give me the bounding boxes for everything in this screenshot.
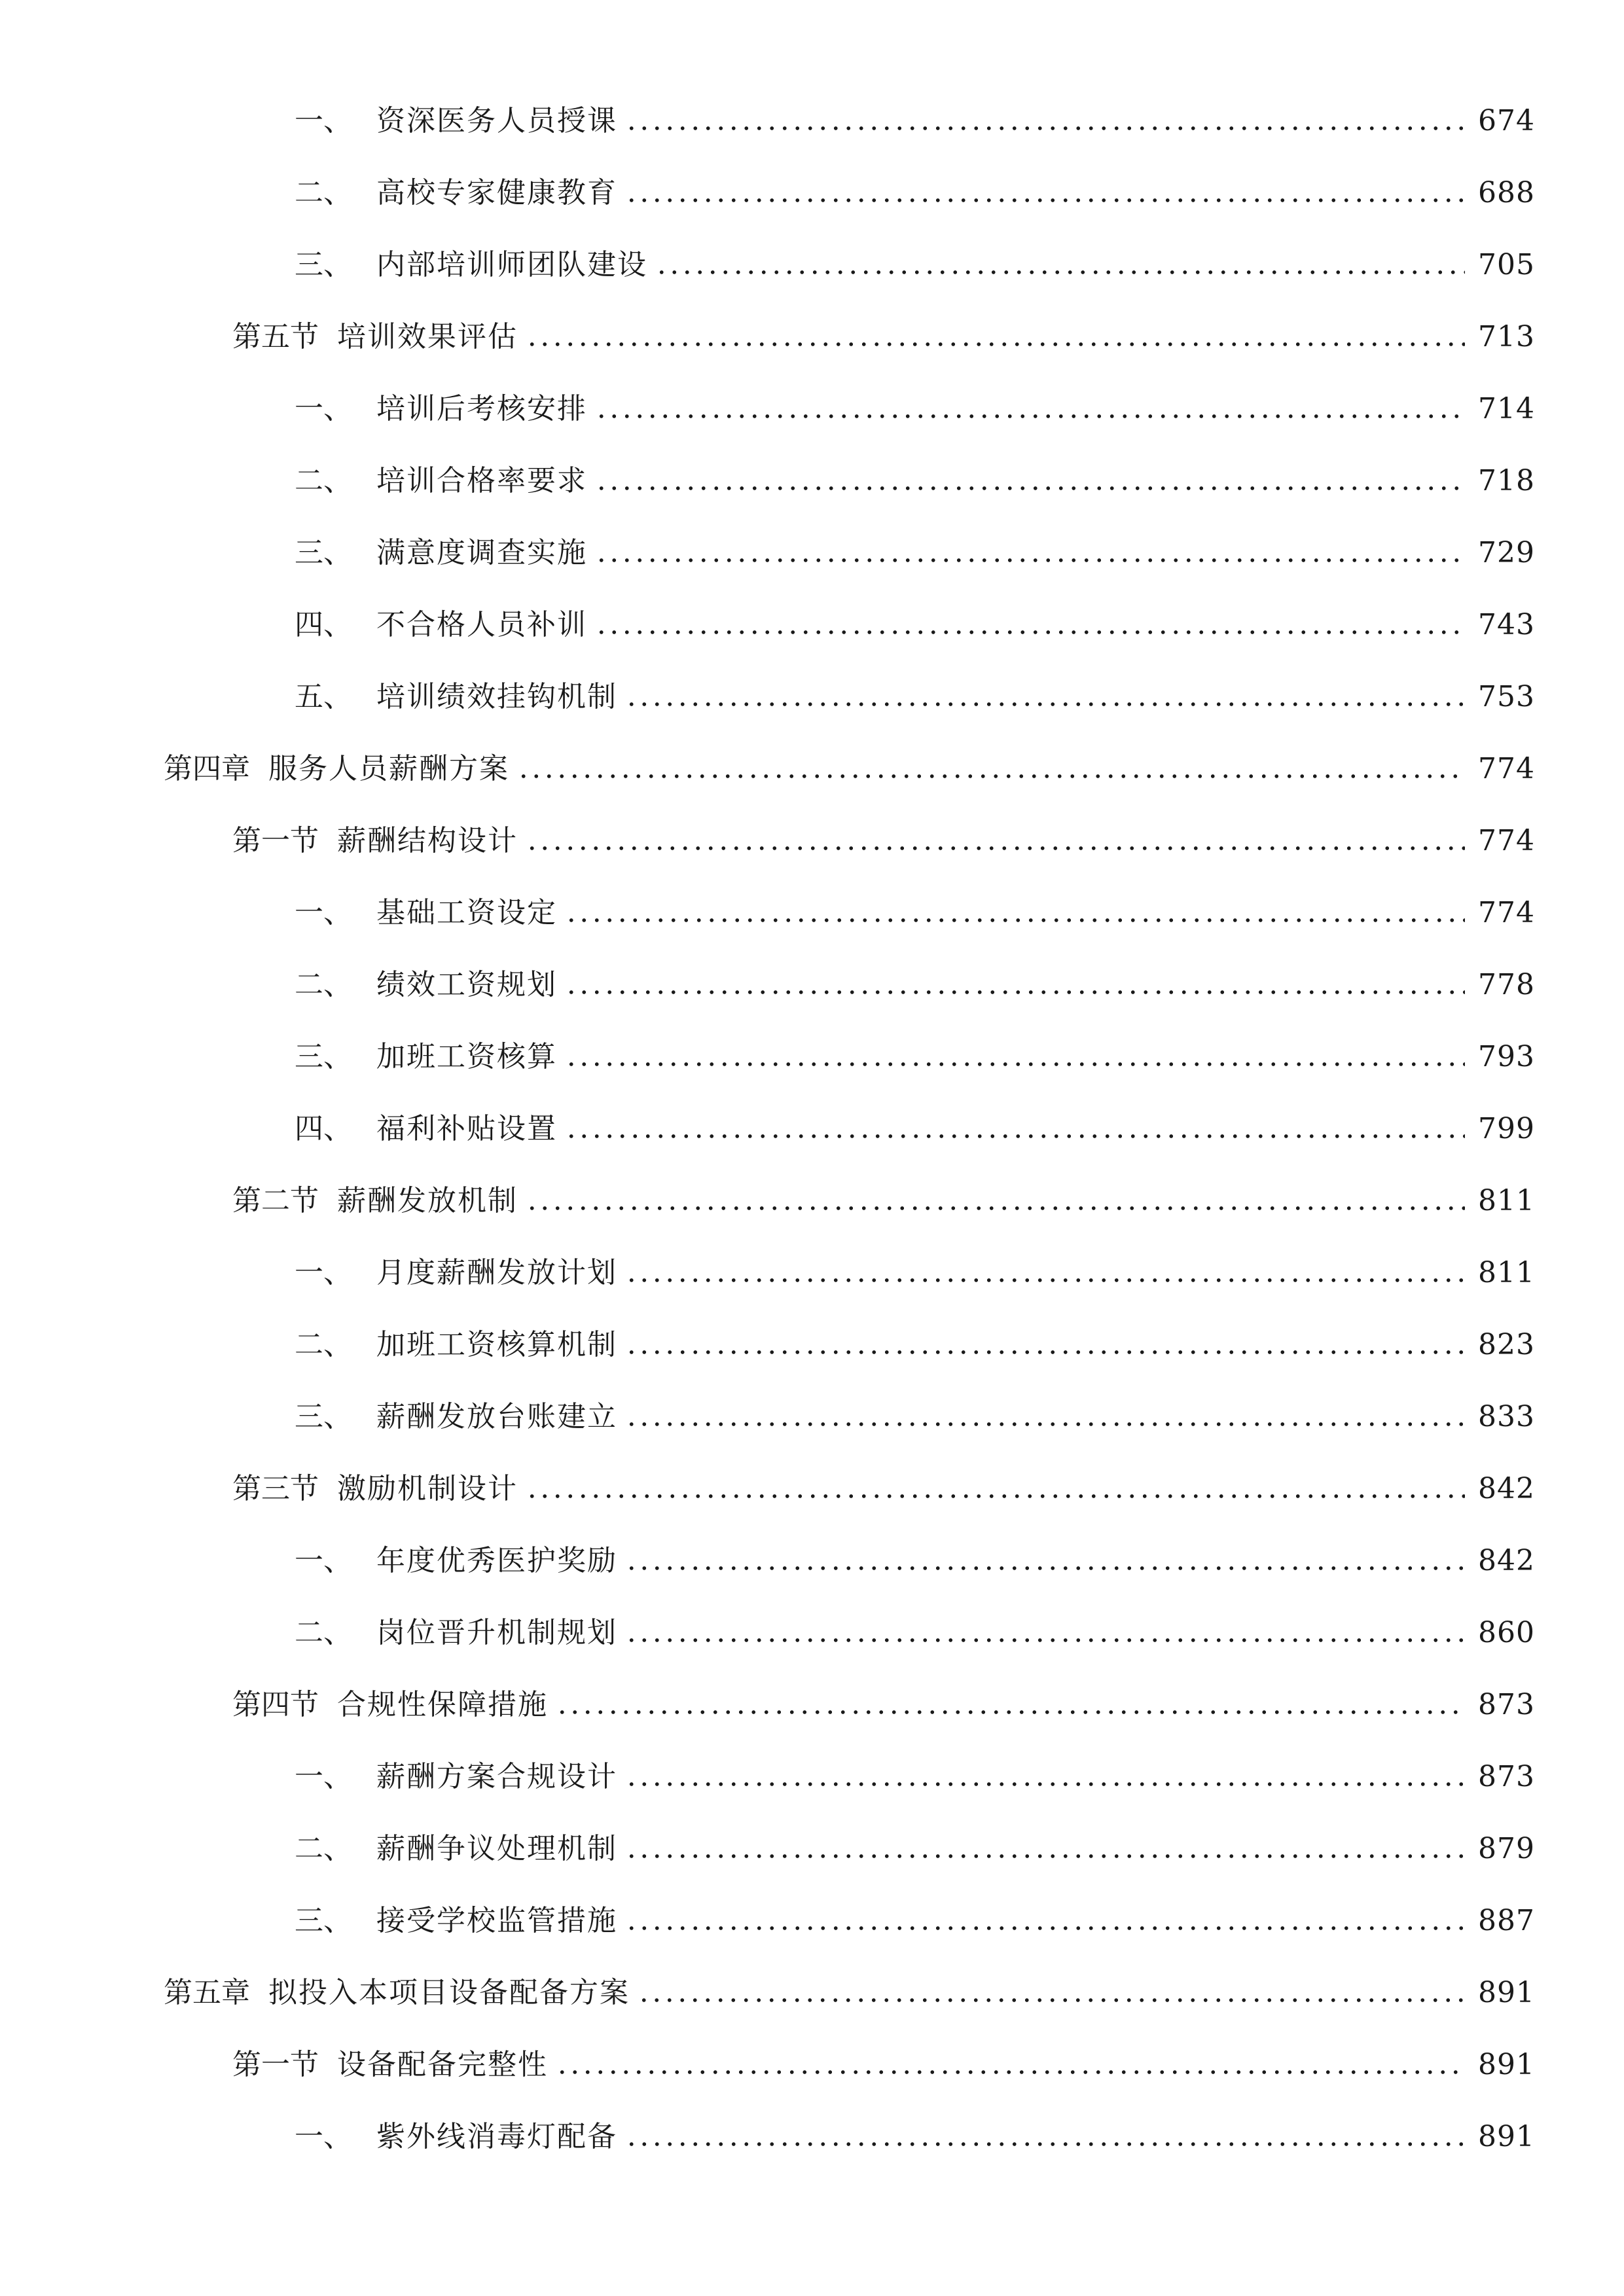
dot-leader <box>625 700 1465 708</box>
dot-leader <box>517 772 1465 780</box>
dot-leader <box>625 2140 1465 2148</box>
toc-entry-subsection[interactable] <box>0 1237 1624 1309</box>
toc-entry-page-number: 729 <box>1478 536 1535 569</box>
toc-entry-page-number: 887 <box>1478 1904 1535 1937</box>
dot-leader <box>556 1708 1465 1716</box>
toc-entry-title: 福利补贴设置 <box>376 1112 557 1145</box>
dot-leader <box>625 1636 1465 1644</box>
toc-entry-title: 加班工资核算机制 <box>376 1328 617 1361</box>
toc-entry-page-number: 879 <box>1478 1832 1535 1865</box>
toc-entry-number: 三、 <box>295 1040 352 1073</box>
dot-leader <box>655 268 1465 276</box>
dot-leader <box>526 844 1465 852</box>
toc-entry-page-number: 713 <box>1478 320 1535 353</box>
toc-entry-number: 四、 <box>295 1112 352 1145</box>
toc-entry-page-number: 873 <box>1478 1760 1535 1793</box>
toc-entry-title: 接受学校监管措施 <box>376 1904 617 1937</box>
toc-entry-title: 不合格人员补训 <box>376 608 587 641</box>
toc-entry-chapter[interactable] <box>0 1957 1624 2029</box>
toc-entry-subsection[interactable] <box>0 949 1624 1021</box>
toc-entry-number: 一、 <box>295 1544 352 1577</box>
dot-leader <box>595 412 1465 420</box>
toc-entry-title: 基础工资设定 <box>376 896 557 929</box>
toc-entry-page-number: 714 <box>1478 392 1535 425</box>
toc-entry-subsection[interactable] <box>0 877 1624 949</box>
toc-entry-title: 岗位晋升机制规划 <box>376 1616 617 1649</box>
toc-entry-number: 第四节 <box>232 1688 319 1721</box>
toc-entry-title: 培训合格率要求 <box>376 464 587 497</box>
dot-leader <box>595 484 1465 492</box>
toc-entry-section[interactable] <box>0 2029 1624 2101</box>
toc-entry-number: 一、 <box>295 392 352 425</box>
dot-leader <box>565 916 1465 924</box>
toc-entry-title: 拟投入本项目设备配备方案 <box>268 1976 630 2009</box>
toc-entry-subsection[interactable] <box>0 1597 1624 1669</box>
toc-entry-title: 培训后考核安排 <box>376 392 587 425</box>
toc-entry-subsection[interactable] <box>0 1885 1624 1957</box>
table-of-contents <box>0 85 1624 2173</box>
toc-entry-subsection[interactable] <box>0 1525 1624 1597</box>
toc-entry-number: 第一节 <box>232 2048 319 2081</box>
toc-entry-subsection[interactable] <box>0 2101 1624 2173</box>
toc-entry-title: 月度薪酬发放计划 <box>376 1256 617 1289</box>
dot-leader <box>595 556 1465 564</box>
toc-entry-page-number: 842 <box>1478 1544 1535 1577</box>
toc-entry-section[interactable] <box>0 1165 1624 1237</box>
toc-entry-page-number: 799 <box>1478 1112 1535 1145</box>
toc-entry-title: 薪酬结构设计 <box>337 824 518 857</box>
toc-entry-subsection[interactable] <box>0 1813 1624 1885</box>
toc-entry-subsection[interactable] <box>0 1381 1624 1453</box>
dot-leader <box>565 988 1465 996</box>
dot-leader <box>526 340 1465 348</box>
toc-entry-chapter[interactable] <box>0 733 1624 805</box>
toc-entry-section[interactable] <box>0 805 1624 877</box>
toc-entry-page-number: 891 <box>1478 1976 1535 2009</box>
toc-entry-title: 培训绩效挂钩机制 <box>376 680 617 713</box>
toc-entry-page-number: 774 <box>1478 824 1535 857</box>
toc-entry-section[interactable] <box>0 301 1624 373</box>
toc-entry-title: 薪酬发放机制 <box>337 1184 518 1217</box>
toc-entry-subsection[interactable] <box>0 229 1624 301</box>
toc-entry-number: 三、 <box>295 248 352 281</box>
toc-entry-number: 一、 <box>295 1760 352 1793</box>
toc-entry-title: 年度优秀医护奖励 <box>376 1544 617 1577</box>
toc-entry-subsection[interactable] <box>0 445 1624 517</box>
toc-entry-title: 紫外线消毒灯配备 <box>376 2120 617 2153</box>
toc-entry-page-number: 753 <box>1478 680 1535 713</box>
toc-entry-number: 二、 <box>295 464 352 497</box>
dot-leader <box>625 1276 1465 1284</box>
toc-entry-number: 一、 <box>295 896 352 929</box>
toc-entry-page-number: 842 <box>1478 1472 1535 1505</box>
toc-entry-subsection[interactable] <box>0 373 1624 445</box>
toc-entry-subsection[interactable] <box>0 157 1624 229</box>
toc-entry-number: 二、 <box>295 1832 352 1865</box>
dot-leader <box>625 1348 1465 1356</box>
toc-entry-number: 第一节 <box>232 824 319 857</box>
toc-entry-page-number: 674 <box>1478 104 1535 137</box>
toc-entry-page-number: 860 <box>1478 1616 1535 1649</box>
dot-leader <box>526 1492 1465 1500</box>
dot-leader <box>625 1924 1465 1932</box>
toc-entry-number: 二、 <box>295 1328 352 1361</box>
toc-entry-subsection[interactable] <box>0 1093 1624 1165</box>
toc-entry-title: 服务人员薪酬方案 <box>268 752 509 785</box>
toc-entry-number: 一、 <box>295 104 352 137</box>
toc-entry-section[interactable] <box>0 1669 1624 1741</box>
toc-entry-page-number: 873 <box>1478 1688 1535 1721</box>
toc-entry-number: 第五章 <box>164 1976 250 2009</box>
toc-entry-title: 薪酬方案合规设计 <box>376 1760 617 1793</box>
toc-entry-page-number: 774 <box>1478 896 1535 929</box>
toc-entry-page-number: 774 <box>1478 752 1535 785</box>
toc-entry-page-number: 811 <box>1478 1184 1535 1217</box>
toc-entry-title: 高校专家健康教育 <box>376 176 617 209</box>
toc-entry-number: 第三节 <box>232 1472 319 1505</box>
toc-entry-title: 绩效工资规划 <box>376 968 557 1001</box>
toc-entry-number: 二、 <box>295 176 352 209</box>
toc-entry-page-number: 743 <box>1478 608 1535 641</box>
toc-entry-number: 一、 <box>295 2120 352 2153</box>
toc-entry-section[interactable] <box>0 1453 1624 1525</box>
toc-entry-subsection[interactable] <box>0 1021 1624 1093</box>
toc-entry-page-number: 811 <box>1478 1256 1535 1289</box>
toc-entry-subsection[interactable] <box>0 1309 1624 1381</box>
toc-entry-page-number: 823 <box>1478 1328 1535 1361</box>
dot-leader <box>625 196 1465 204</box>
dot-leader <box>625 1780 1465 1788</box>
dot-leader <box>625 1420 1465 1428</box>
dot-leader <box>526 1204 1465 1212</box>
dot-leader <box>625 1564 1465 1572</box>
dot-leader <box>638 1996 1465 2004</box>
dot-leader <box>595 628 1465 636</box>
toc-entry-page-number: 718 <box>1478 464 1535 497</box>
toc-entry-page-number: 705 <box>1478 248 1535 281</box>
dot-leader <box>625 1852 1465 1860</box>
toc-entry-title: 薪酬发放台账建立 <box>376 1400 617 1433</box>
dot-leader <box>565 1060 1465 1068</box>
toc-entry-number: 三、 <box>295 536 352 569</box>
toc-entry-title: 资深医务人员授课 <box>376 104 617 137</box>
toc-entry-number: 三、 <box>295 1904 352 1937</box>
toc-entry-number: 五、 <box>295 680 352 713</box>
toc-entry-title: 加班工资核算 <box>376 1040 557 1073</box>
toc-entry-subsection[interactable] <box>0 517 1624 589</box>
toc-entry-title: 满意度调查实施 <box>376 536 587 569</box>
toc-entry-subsection[interactable] <box>0 661 1624 733</box>
toc-entry-subsection[interactable] <box>0 1741 1624 1813</box>
toc-entry-title: 内部培训师团队建设 <box>376 248 647 281</box>
toc-entry-number: 四、 <box>295 608 352 641</box>
toc-entry-subsection[interactable] <box>0 85 1624 157</box>
toc-entry-title: 合规性保障措施 <box>337 1688 548 1721</box>
dot-leader <box>556 2068 1465 2076</box>
toc-entry-title: 薪酬争议处理机制 <box>376 1832 617 1865</box>
toc-entry-number: 第二节 <box>232 1184 319 1217</box>
toc-entry-subsection[interactable] <box>0 589 1624 661</box>
toc-entry-page-number: 688 <box>1478 176 1535 209</box>
toc-entry-title: 培训效果评估 <box>337 320 518 353</box>
toc-entry-number: 第四章 <box>164 752 250 785</box>
dot-leader <box>625 124 1465 132</box>
toc-entry-number: 第五节 <box>232 320 319 353</box>
toc-entry-page-number: 891 <box>1478 2120 1535 2153</box>
toc-entry-title: 激励机制设计 <box>337 1472 518 1505</box>
dot-leader <box>565 1132 1465 1140</box>
toc-entry-page-number: 833 <box>1478 1400 1535 1433</box>
toc-entry-title: 设备配备完整性 <box>337 2048 548 2081</box>
toc-entry-page-number: 778 <box>1478 968 1535 1001</box>
toc-entry-number: 一、 <box>295 1256 352 1289</box>
toc-entry-number: 二、 <box>295 1616 352 1649</box>
toc-entry-number: 三、 <box>295 1400 352 1433</box>
toc-entry-number: 二、 <box>295 968 352 1001</box>
toc-entry-page-number: 891 <box>1478 2048 1535 2081</box>
toc-entry-page-number: 793 <box>1478 1040 1535 1073</box>
